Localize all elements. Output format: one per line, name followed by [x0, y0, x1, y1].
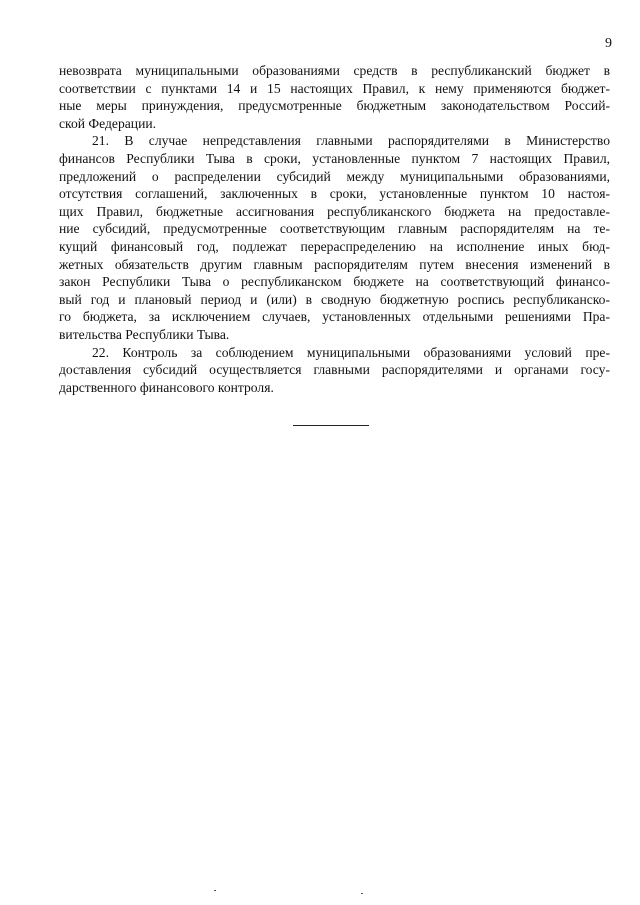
text-line: дарственного финансового контроля. [59, 379, 274, 395]
text-line: соответствии с пунктами 14 и 15 настоящих Правил, к нему применяются бюджет- [59, 80, 610, 96]
scan-speck [361, 893, 363, 894]
text-line: 22. Контроль за соблюдением муниципальными образованиями условий пре- [92, 344, 610, 360]
scan-speck [214, 890, 216, 891]
text-line: вительства Республики Тыва. [59, 326, 230, 342]
text-line: предложений о распределении субсидий между муниципальными образованиями, [59, 168, 610, 184]
text-line: отсутствия соглашений, заключенных в сроки, установленные пунктом 10 настоя- [59, 186, 610, 202]
text-line: ные меры принуждения, предусмотренные бюджетным законодательством Россий- [59, 98, 610, 114]
text-line: вый год и плановый период и (или) в сводную бюджетную роспись республиканско- [59, 291, 610, 307]
end-separator-line [293, 425, 369, 426]
text-line: закон Республики Тыва о республиканском бюджете на соответствующий финансо- [59, 274, 610, 290]
text-line: невозврата муниципальными образованиями средств в республиканский бюджет в [59, 63, 610, 78]
text-line: щих Правил, бюджетные ассигнования республиканского бюджета на предоставле- [59, 203, 610, 219]
text-line: го бюджета, за исключением случаев, установленных отдельными решениями Пра- [59, 309, 610, 325]
text-line: жетных обязательств другим главным распорядителям путем внесения изменений в [59, 256, 610, 272]
text-line: доставления субсидий осуществляется главными распорядителями и органами госу- [59, 362, 610, 378]
text-line: кущий финансовый год, подлежат перераспределению на исполнение иных бюд- [59, 238, 610, 254]
text-line: ние субсидий, предусмотренные соответствующим главным распорядителям на те- [59, 221, 610, 237]
page-number: 9 [605, 36, 612, 51]
body-text [59, 62, 610, 396]
text-line: финансов Республики Тыва в сроки, установленные пунктом 7 настоящих Правил, [59, 150, 610, 166]
text-line: 21. В случае непредставления главными распорядителями в Министерство [92, 133, 610, 149]
text-line: ской Федерации. [59, 115, 157, 131]
